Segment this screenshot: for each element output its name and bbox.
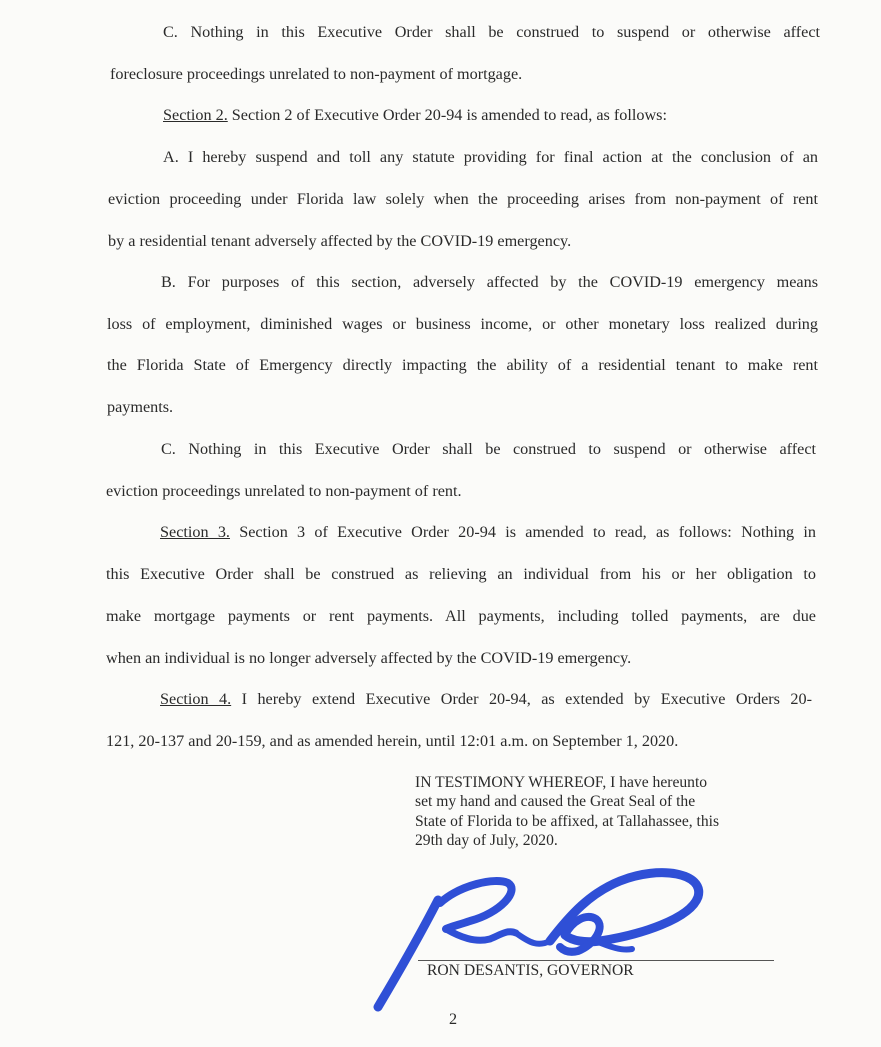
section-3-label: Section 3. <box>160 523 230 541</box>
section-2b-line-1: B. For purposes of this section, adversely affected by the COVID-19 emergency means <box>161 273 818 291</box>
section-2a-line-1: A. I hereby suspend and toll any statute providing for final action at the conclusion of an <box>163 148 818 166</box>
para-foreclosure-line-2: foreclosure proceedings unrelated to non-payment of mortgage. <box>110 65 523 83</box>
signatory-name: RON DESANTIS, GOVERNOR <box>427 962 634 979</box>
section-3-line-2: this Executive Order shall be construed as relieving an individual from his or her obligation to <box>106 565 816 583</box>
section-2c-line-2: eviction proceedings unrelated to non-payment of rent. <box>106 482 462 500</box>
section-3-line-3: make mortgage payments or rent payments. All payments, including tolled payments, are due <box>106 607 816 625</box>
section-4-line-1 <box>160 689 812 709</box>
section-3-text: Section 3 of Executive Order 20-94 is amended to read, as follows: Nothing in <box>229 523 816 541</box>
section-4-line-2: 121, 20-137 and 20-159, and as amended herein, until 12:01 a.m. on September 1, 2020. <box>106 732 679 750</box>
testimony-line-2: set my hand and caused the Great Seal of the <box>415 793 696 811</box>
page-number: 2 <box>449 1010 458 1028</box>
testimony-line-4: 29th day of July, 2020. <box>415 832 558 850</box>
section-2-text: Section 2 of Executive Order 20-94 is amended to read, as follows: <box>227 106 667 124</box>
section-4-label: Section 4. <box>160 690 232 708</box>
section-2b-line-3: the Florida State of Emergency directly impacting the ability of a residential tenant to make rent <box>107 356 818 374</box>
section-2-label: Section 2. <box>163 106 228 124</box>
section-2b-line-2: loss of employment, diminished wages or business income, or other monetary loss realized during <box>107 315 818 333</box>
testimony-block <box>415 773 719 851</box>
section-3-line-1 <box>160 522 816 542</box>
section-2-heading <box>163 105 667 125</box>
section-2a-line-3: by a residential tenant adversely affected by the COVID-19 emergency. <box>108 232 572 250</box>
testimony-line-3: State of Florida to be affixed, at Tallahassee, this <box>415 812 720 830</box>
section-2b-line-4: payments. <box>107 398 174 416</box>
section-2a-line-2: eviction proceeding under Florida law solely when the proceeding arises from non-payment of rent <box>108 190 818 208</box>
handwritten-signature <box>360 855 720 1025</box>
section-2c-line-1: C. Nothing in this Executive Order shall be construed to suspend or otherwise affect <box>161 440 816 458</box>
section-4-text: I hereby extend Executive Order 20-94, as extended by Executive Orders 20- <box>231 690 812 708</box>
testimony-line-1: IN TESTIMONY WHEREOF, I have hereunto <box>415 774 708 791</box>
para-foreclosure-line-1: C. Nothing in this Executive Order shall be construed to suspend or otherwise affect <box>163 23 820 41</box>
section-3-line-4: when an individual is no longer adversely affected by the COVID-19 emergency. <box>106 649 632 667</box>
